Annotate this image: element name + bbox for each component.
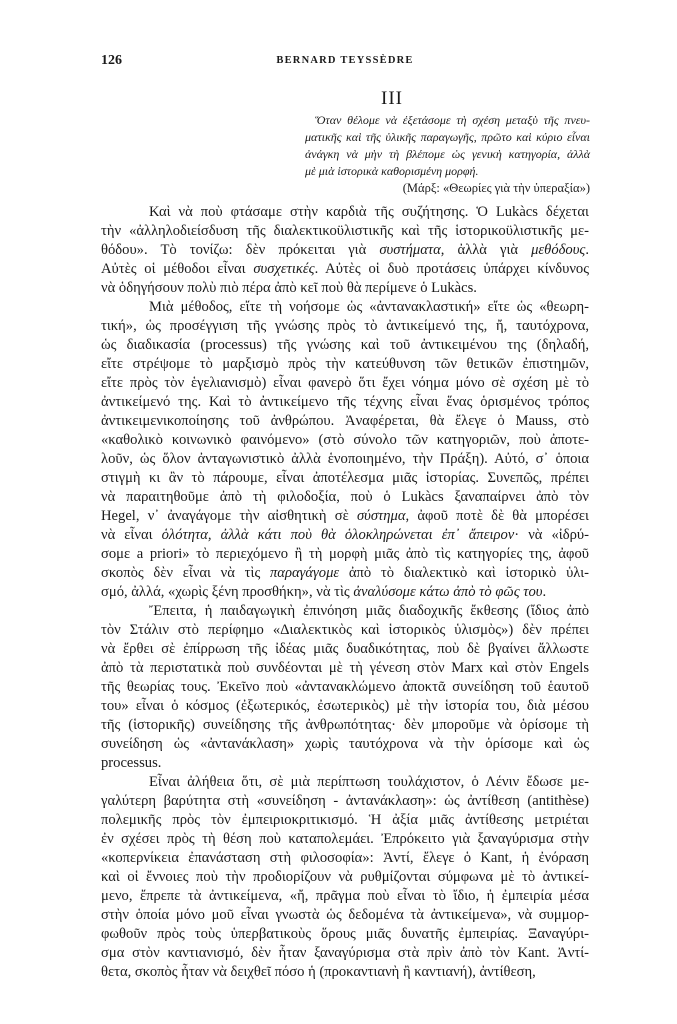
text-segment: , ἀφοῦ ποτὲ δὲ θὰ μπορέσει bbox=[405, 508, 589, 524]
text-line bbox=[101, 355, 589, 374]
body-text bbox=[101, 203, 589, 982]
text-segment: . bbox=[542, 584, 547, 600]
text-segment: λοῦν, ὡς ὅλον ἀνταγωνιστικὸ ἀλλὰ ἑνοποιημένο, τὴν Πράξη). Αὐτό, σ᾿ ὁποια bbox=[101, 451, 589, 467]
paragraph bbox=[101, 773, 589, 982]
text-line bbox=[101, 469, 589, 488]
paragraph bbox=[101, 298, 589, 602]
text-line bbox=[101, 222, 589, 241]
text-segment: Ἔπειτα, ἡ παιδαγωγικὴ ἐπινόηση μιᾶς διαδοχικῆς ἔκθεσης (ἴδιος ἀπὸ bbox=[149, 603, 589, 619]
text-segment: · νὰ «ἰδρύ- bbox=[514, 527, 589, 543]
text-segment: τική», ὡς προσέγγιση τῆς γνώσης πρὸς τὸ ἀντικείμενό της, ἤ, ταυτόχρονα, bbox=[101, 318, 589, 334]
text-segment: μενο, ἔπρεπε τὰ ἀντικείμενα, «ἤ, πρᾶγμα ποὺ εἶναι τὸ ἴδιο, ἡ ἐμπειρία μέσα bbox=[101, 888, 589, 904]
text-segment: νὰ εἶναι bbox=[101, 527, 162, 543]
emphasis-text: συσχετικές bbox=[253, 261, 315, 277]
text-segment: τῆς (ἱστορικῆς) συνείδησης τῆς ἀνθρωπότητας· δὲν μποροῦμε νὰ ὁρίσομε τὴ bbox=[101, 717, 589, 733]
text-line bbox=[101, 203, 589, 222]
text-segment: Hegel, ν᾿ ἀναγάγομε τὴν αἰσθητικὴ σὲ bbox=[101, 508, 357, 524]
text-segment: τὸν Στάλιν στὸ περίφημο «Διαλεκτικὸς καὶ ἱστορικὸς ὑλισμὸς») δὲν πρέπει bbox=[101, 622, 589, 638]
text-line bbox=[101, 773, 589, 792]
text-line bbox=[101, 450, 589, 469]
epigraph-source: (Μάρξ: «Θεωρίες γιὰ τὴν ὑπεραξία») bbox=[402, 181, 590, 195]
emphasis-text: ἀναλύσομε κάτω ἀπὸ τὸ φῶς του bbox=[353, 584, 543, 600]
running-head: BERNARD TEYSSÈDRE bbox=[276, 55, 414, 66]
text-segment: , ἀλλὰ γιὰ bbox=[440, 242, 532, 258]
text-segment: στὴν ὁποία μόνο μοῦ εἶναι γνωστὰ ὡς δεδομένα τὰ ἀντικείμενα», νὰ συμμορ- bbox=[101, 907, 589, 923]
text-line bbox=[101, 621, 589, 640]
text-line bbox=[101, 811, 589, 830]
emphasis-text: μεθόδους bbox=[531, 242, 586, 258]
text-segment: σμό, ἀλλά, «χωρὶς ξένη προσθήκη», νὰ τὶς bbox=[101, 584, 354, 600]
text-segment: καὶ οἱ ἔννοιες ποὺ τὴν προδιορίζουν νὰ ρυθμίζονται σύμφωνα μὲ τὸ ἀντικεί- bbox=[101, 869, 589, 885]
text-segment: εἴτε πρὸς τὸν ἑγελιανισμὸ) εἶναι φανερὸ ὅτι ἔχει νόημα μόνο σὲ σχέση μὲ τὸ bbox=[101, 375, 589, 391]
text-line bbox=[101, 241, 589, 260]
text-line bbox=[101, 906, 589, 925]
page-number: 126 bbox=[101, 53, 122, 68]
text-line bbox=[101, 298, 589, 317]
text-line bbox=[101, 393, 589, 412]
text-line bbox=[101, 545, 589, 564]
text-line bbox=[101, 887, 589, 906]
text-segment: . Αὐτὲς οἱ δυὸ προτάσεις ὑπάρχει κίνδυνος bbox=[314, 261, 589, 277]
text-segment: νὰ ἔρθει σὲ ἐπίρρωση τῆς ἰδέας μιᾶς δυαδικότητας, ποὺ δὲ βγαίνει ἄλλωστε bbox=[101, 641, 589, 657]
text-segment: νὰ ὁδηγήσουν πολὺ πιὸ πέρα ἀπὸ κεῖ ποὺ θὰ περίμενε ὁ Lukàcs. bbox=[101, 280, 477, 296]
text-segment: ἀντικείμενό της. Καὶ τὸ ἀντικείμενο τῆς τέχνης εἶναι ἕνας ὁρισμένος τρόπος bbox=[101, 394, 589, 410]
text-line bbox=[101, 678, 589, 697]
text-segment: ὡς διαδικασία (processus) τῆς γνώσης καὶ τοῦ ἀντικειμένου της (δηλαδή, bbox=[101, 337, 589, 353]
text-segment: τὴν «ἀλληλοδιείσδυση τῆς διαλεκτικοϋλιστικῆς καὶ τῆς ἱστορικοϋλιστικῆς με- bbox=[101, 223, 589, 239]
text-line bbox=[101, 944, 589, 963]
emphasis-text: παραγάγομε bbox=[269, 565, 340, 581]
text-line bbox=[101, 925, 589, 944]
text-segment: πολεμικῆς πρὸς τὸν ἐμπειριοκριτικισμό. Ἡ ἀξία μιᾶς ἀντίθεσης μετριέται bbox=[101, 812, 589, 828]
text-segment: . bbox=[585, 242, 589, 258]
text-line bbox=[101, 374, 589, 393]
epigraph bbox=[305, 112, 590, 180]
text-line bbox=[101, 792, 589, 811]
text-line bbox=[101, 716, 589, 735]
text-line bbox=[101, 564, 589, 583]
text-line bbox=[101, 697, 589, 716]
text-line bbox=[101, 526, 589, 545]
text-line bbox=[101, 431, 589, 450]
text-segment: processus. bbox=[101, 755, 162, 771]
text-line bbox=[101, 583, 589, 602]
text-segment: θόδου». Τὸ τονίζω: δὲν πρόκειται γιὰ bbox=[101, 242, 380, 258]
emphasis-text: ὁλότητα, ἀλλὰ κάτι ποὺ θὰ ὁλοκληρώνεται ἐπ᾿ ἄπειρον bbox=[161, 527, 515, 543]
text-line bbox=[101, 260, 589, 279]
text-segment: ἀπὸ τὸ διαλεκτικὸ καὶ ἱστορικὸ ὑλι- bbox=[339, 565, 589, 581]
epigraph-line: Ὅταν θέλομε νὰ ἐξετάσομε τὴ σχέση μεταξὺ τῆς πνευ- bbox=[315, 113, 590, 127]
text-segment: «κοπερνίκεια ἐπανάσταση στὴ φιλοσοφία»: Ἀντί, ἔλεγε ὁ Kant, ἡ ἐνόραση bbox=[101, 850, 589, 866]
emphasis-text: συστήματα bbox=[379, 242, 441, 258]
section-number: III bbox=[381, 88, 403, 109]
text-segment: Αὐτὲς οἱ μέθοδοι εἶναι bbox=[101, 261, 254, 277]
text-line bbox=[101, 754, 589, 773]
text-line bbox=[101, 830, 589, 849]
text-segment: Μιὰ μέθοδος, εἴτε τὴ νοήσομε ὡς «ἀντανακλαστική» εἴτε ὡς «θεωρη- bbox=[149, 299, 589, 315]
text-segment: γαλύτερη βαρύτητα στὴ «συνείδηση - ἀντανάκλαση»: ὡς ἀντίθεση (antithèse) bbox=[101, 793, 589, 809]
text-line bbox=[101, 412, 589, 431]
text-line bbox=[101, 659, 589, 678]
text-segment: του» εἶναι ὁ κόσμος (ἐξωτερικός, ἐσωτερικὸς) μὲ τὴν ἱστορία του, διὰ μέσου bbox=[101, 698, 589, 714]
text-line bbox=[101, 317, 589, 336]
epigraph-line: ματικῆς καὶ τῆς ὑλικῆς παραγωγῆς, πρῶτο καὶ κύριο εἶναι bbox=[305, 130, 590, 144]
text-line bbox=[101, 336, 589, 355]
text-segment: «καθολικὸ κοινωνικὸ φαινόμενο» (στὸ σύνολο τῶν κατηγοριῶν, ποὺ ἀποτε- bbox=[101, 432, 589, 448]
text-line bbox=[101, 488, 589, 507]
epigraph-line: ἀνάγκη νὰ μὴν τὴ βλέπομε ὡς γενικὴ κατηγορία, ἀλλὰ bbox=[305, 147, 590, 161]
text-line bbox=[101, 602, 589, 621]
text-line bbox=[101, 279, 589, 298]
text-segment: σκοπὸς δὲν εἶναι νὰ τὶς bbox=[101, 565, 270, 581]
text-line bbox=[101, 640, 589, 659]
text-line bbox=[101, 868, 589, 887]
text-line bbox=[101, 849, 589, 868]
emphasis-text: σύστημα bbox=[356, 508, 406, 524]
text-segment: τῆς θεωρίας τους. Ἐκεῖνο ποὺ «ἀντανακλώμενο ἀποκτᾶ συνείδηση τοῦ ἑαυτοῦ bbox=[101, 679, 589, 695]
text-segment: φωθοῦν πρὸς τοὺς ὑπερβατικοὺς ὅρους μιᾶς δυνατῆς ἐμπειρίας. Ξαναγύρι- bbox=[101, 926, 589, 942]
paragraph bbox=[101, 203, 589, 298]
text-segment: εἴτε στρέψομε τὸ μαρξισμὸ πρὸς τὴν κατεύθυνση τῶν θετικῶν ἐπιστημῶν, bbox=[101, 356, 589, 372]
text-segment: ἀντικειμενικοποίησης τοῦ ἀνθρώπου. Ἀναφέρεται, θὰ ἔλεγε ὁ Mauss, στὸ bbox=[101, 413, 589, 429]
paragraph bbox=[101, 602, 589, 773]
text-line bbox=[101, 963, 589, 982]
text-line bbox=[101, 507, 589, 526]
text-segment: Εἶναι ἀλήθεια ὅτι, σὲ μιὰ περίπτωση τουλάχιστον, ὁ Λένιν ἔδωσε με- bbox=[149, 774, 589, 790]
text-segment: στιγμὴ κι ἂν τὸ πάρουμε, εἶναι ἀποτέλεσμα μιᾶς ἱστορίας. Συνεπῶς, πρέπει bbox=[101, 470, 589, 486]
text-segment: νὰ παραιτηθοῦμε ἀπὸ τὴ φιλοδοξία, ποὺ ὁ Lukàcs ξαναπαίρνει ἀπὸ τὸν bbox=[101, 489, 589, 505]
text-segment: ἐν σχέσει πρὸς τὴ θέση ποὺ καταπολεμάει. Ἐπρόκειτο γιὰ ξαναγύρισμα στὴν bbox=[101, 831, 589, 847]
text-segment: συνείδηση ὡς «ἀντανάκλαση» χωρὶς ταυτόχρονα νὰ τὴν ὁρίσομε καὶ ὡς bbox=[101, 736, 589, 752]
text-segment: σμα στὸν καντιανισμό, δὲν ἦταν ξαναγύρισμα στὰ πρὶν ἀπὸ τὸν Kant. Ἀντί- bbox=[101, 945, 589, 961]
text-segment: θετα, σκοπὸς ἦταν νὰ δειχθεῖ πόσο ἡ (προκαντιανὴ ἢ καντιανή), ἀντίθεση, bbox=[101, 964, 536, 980]
text-segment: σομε a priori» τὸ περιεχόμενο ἢ τὴ μορφὴ μιᾶς ἀπὸ τὶς κατηγορίες της, ἀφοῦ bbox=[101, 546, 589, 562]
text-segment: Καὶ νὰ ποὺ φτάσαμε στὴν καρδιὰ τῆς συζήτησης. Ὁ Lukàcs δέχεται bbox=[149, 204, 589, 220]
epigraph-line: μὲ μιὰ ἱστορικὰ καθορισμένη μορφή. bbox=[305, 164, 479, 178]
text-segment: ἀπὸ τὰ περιστατικὰ ποὺ συνδέονται μὲ τὴ γένεση στὸν Marx καὶ στὸν Engels bbox=[101, 660, 589, 676]
text-line bbox=[101, 735, 589, 754]
